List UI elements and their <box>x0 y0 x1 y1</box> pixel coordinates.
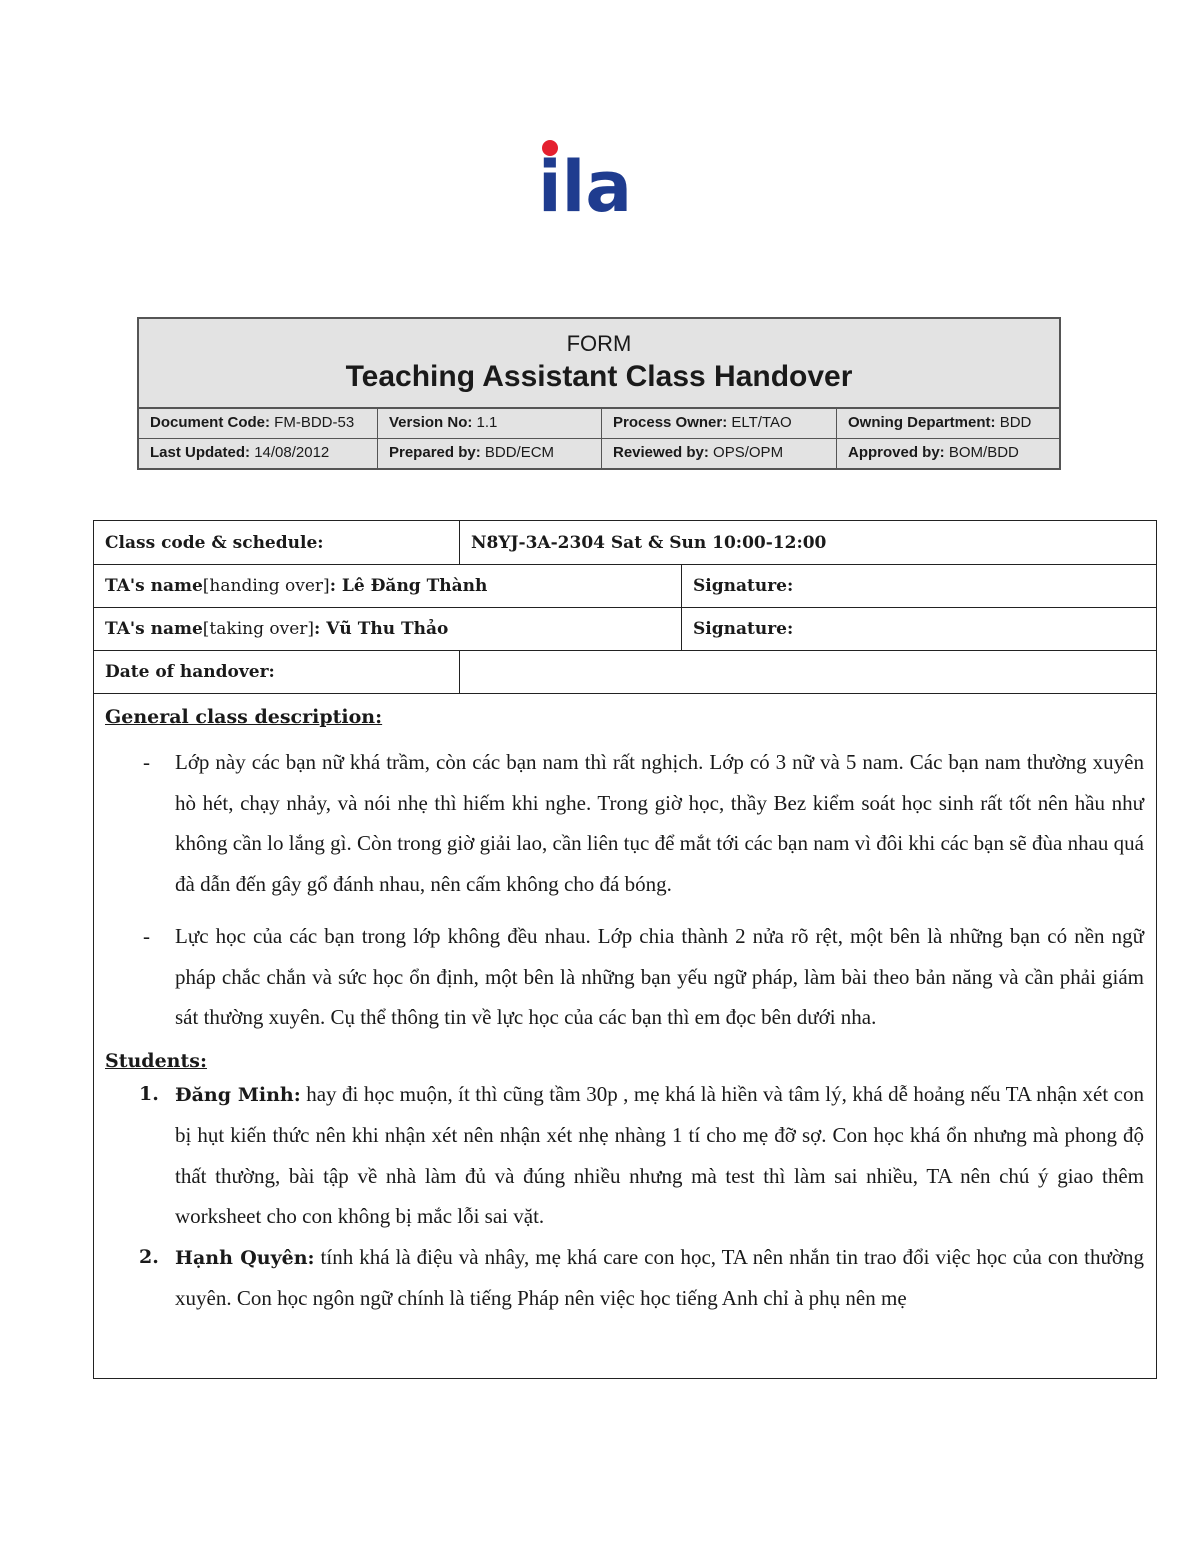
student-item <box>105 1237 1144 1319</box>
ta-handing-over: TA's name [handing over] : Lê Đăng Thành <box>105 576 488 596</box>
meta-row <box>139 438 1059 468</box>
student-item <box>105 1074 1144 1237</box>
process-owner: Process Owner: ELT/TAO <box>601 409 836 438</box>
form-title: Teaching Assistant Class Handover <box>345 360 853 393</box>
form-kicker: FORM <box>566 331 632 356</box>
description-body <box>94 694 1156 1319</box>
student-number: 1. <box>139 1082 159 1105</box>
ta-handing-row <box>94 565 1156 608</box>
description-paragraph <box>105 916 1144 1038</box>
class-code-value: N8YJ-3A-2304 Sat & Sun 10:00-12:00 <box>459 521 1156 564</box>
form-title-block <box>139 319 1059 409</box>
date-row <box>94 651 1156 694</box>
student-name: Đăng Minh: <box>175 1083 301 1106</box>
last-updated: Last Updated: 14/08/2012 <box>150 444 330 461</box>
ta-taking-row <box>94 608 1156 651</box>
signature-handing-label: Signature: <box>681 565 1156 607</box>
ta-taking-over: TA's name [taking over] : Vũ Thu Thảo <box>105 619 449 639</box>
general-description-heading: General class description: <box>105 706 383 728</box>
date-value <box>459 651 1156 693</box>
class-row <box>94 521 1156 565</box>
owning-department: Owning Department: BDD <box>836 409 1059 438</box>
bullet-dash: - <box>143 924 150 948</box>
paragraph-text: Lớp này các bạn nữ khá trầm, còn các bạn nam thì rất nghịch. Lớp có 3 nữ và 5 nam. Các bạn nam thường xuyên hò hét, chạy nhảy, và nói nhẹ thì hiếm khi nghe. Trong giờ học, thầy Bez kiểm soát học sinh rất tốt nên hầu như không cần lo lắng gì. Còn trong giờ giải lao, cần liên tục để mắt tới các bạn nam vì đôi khi các bạn sẽ đùa nhau quá đà dẫn đến gây gổ đánh nhau, nên cấm không cho đá bóng. <box>175 750 1144 896</box>
student-text: Đăng Minh: hay đi học muộn, ít thì cũng tầm 30p , mẹ khá là hiền và tâm lý, khá dễ hoảng nếu TA nhận xét con bị hụt kiến thức nên khi nhận xét nên nhận xét nhẹ nhàng 1 tí cho mẹ đỡ sợ. Con học khá ổn nhưng mà phong độ thất thường, bài tập về nhà làm đủ và đúng nhiều nhưng mà test thì làm sai nhiều, TA nên chú ý giao thêm worksheet cho con không bị mắc lỗi sai vặt. <box>175 1081 1144 1228</box>
prepared-by: Prepared by: BDD/ECM <box>377 439 601 468</box>
handover-table <box>93 520 1157 1379</box>
version-no: Version No: 1.1 <box>377 409 601 438</box>
meta-row <box>139 409 1059 438</box>
date-label: Date of handover: <box>105 662 275 682</box>
approved-by: Approved by: BOM/BDD <box>836 439 1059 468</box>
student-number: 2. <box>139 1245 159 1268</box>
ila-logo <box>536 132 636 222</box>
logo-text: ila <box>538 146 632 222</box>
description-paragraph <box>105 742 1144 904</box>
class-code-label: Class code & schedule: <box>105 532 324 553</box>
document-code: Document Code: FM-BDD-53 <box>150 414 355 431</box>
students-heading: Students: <box>105 1049 207 1072</box>
reviewed-by: Reviewed by: OPS/OPM <box>601 439 836 468</box>
signature-taking-label: Signature: <box>681 608 1156 650</box>
form-header <box>137 317 1061 470</box>
student-name: Hạnh Quyên: <box>175 1246 315 1269</box>
bullet-dash: - <box>143 750 150 774</box>
student-text: Hạnh Quyên: tính khá là điệu và nhây, mẹ khá care con học, TA nên nhắn tin trao đổi việc học của con thường xuyên. Con học ngôn ngữ chính là tiếng Pháp nên việc học tiếng Anh chỉ à phụ nên mẹ <box>175 1244 1144 1310</box>
paragraph-text: Lực học của các bạn trong lớp không đều nhau. Lớp chia thành 2 nửa rõ rệt, một bên là những bạn có nền ngữ pháp chắc chắn và sức học ổn định, một bên là những bạn yếu ngữ pháp, làm bài theo bản năng và cần phải giám sát thường xuyên. Cụ thể thông tin về lực học của các bạn thì em đọc bên dưới nha. <box>175 924 1144 1029</box>
